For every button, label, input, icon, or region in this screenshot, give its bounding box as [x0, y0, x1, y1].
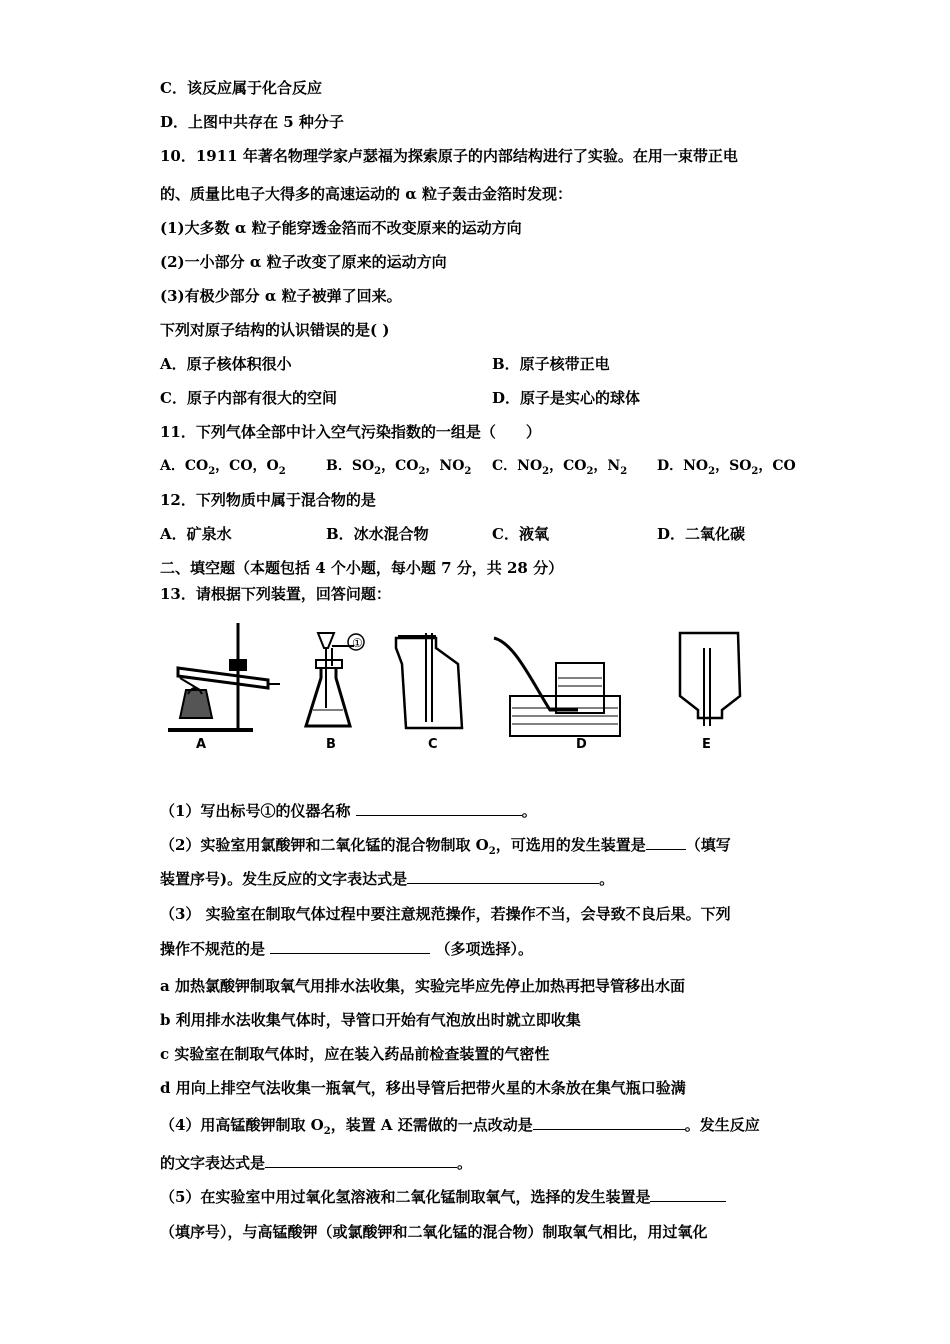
- q12-stem: 12．下列物质中属于混合物的是: [160, 491, 376, 509]
- figure-label-d: D: [576, 737, 587, 752]
- q11-stem: 11．下列气体全部中计入空气污染指数的一组是（ ）: [160, 423, 541, 441]
- q11-option-d: D．$NO_2$，$SO_2$，CO: [657, 458, 796, 477]
- q13-choice-d: d 用向上排空气法收集一瓶氧气，移出导管后把带火星的木条放在集气瓶口验满: [160, 1079, 686, 1097]
- q9-option-c: C．该反应属于化合反应: [160, 79, 322, 97]
- q13-part2-line1: （2）实验室用氯酸钾和二氧化锰的混合物制取 $O_2$，可选用的发生装置是 （填写: [160, 836, 731, 857]
- q10-option-b: B．原子核带正电: [492, 355, 610, 373]
- q13-part1-blank[interactable]: [356, 800, 522, 816]
- q11-option-c: C．$NO_2$，$CO_2$，$N_2$: [492, 458, 628, 477]
- q10-observation-2: (2)一小部分 α 粒子改变了原来的运动方向: [160, 253, 447, 271]
- figure-label-b: B: [326, 737, 336, 752]
- apparatus-figure: [158, 618, 758, 768]
- q13-part4-line2: 的文字表达式是 。: [160, 1154, 473, 1172]
- apparatus-d: [494, 638, 620, 736]
- q10-option-c: C．原子内部有很大的空间: [160, 389, 337, 407]
- q12-option-b: B．冰水混合物: [326, 525, 429, 543]
- q12-option-a: A．矿泉水: [160, 525, 232, 543]
- q13-stem: 13．请根据下列装置，回答问题：: [160, 585, 391, 603]
- q13-part2-blank2[interactable]: [407, 868, 599, 884]
- q12-option-c: C．液氧: [492, 525, 549, 543]
- q10-option-d: D．原子是实心的球体: [492, 389, 641, 407]
- figure-label-e: E: [702, 737, 711, 752]
- q13-part3-blank[interactable]: [270, 938, 430, 954]
- q13-part1: （1）写出标号①的仪器名称 。: [160, 802, 537, 820]
- q11-option-b: B．$SO_2$，$CO_2$，$NO_2$: [326, 458, 472, 477]
- q13-part4-line1: （4）用高锰酸钾制取 $O_2$，装置 A 还需做的一点改动是 。发生反应: [160, 1116, 760, 1137]
- q10-question: 下列对原子结构的认识错误的是( ): [160, 321, 390, 339]
- figure-label-c: C: [428, 737, 438, 752]
- q12-option-d: D．二氧化碳: [657, 525, 746, 543]
- apparatus-a: [168, 623, 280, 730]
- q13-part4-blank2[interactable]: [265, 1152, 457, 1168]
- q10-observation-3: (3)有极少部分 α 粒子被弹了回来。: [160, 287, 402, 305]
- q9-option-d: D．上图中共存在 5 种分子: [160, 113, 344, 131]
- q13-part5-line2: （填序号），与高锰酸钾（或氯酸钾和二氧化锰的混合物）制取氧气相比，用过氧化: [160, 1223, 708, 1241]
- q10-option-a: A．原子核体积很小: [160, 355, 292, 373]
- q10-observation-1: (1)大多数 α 粒子能穿透金箔而不改变原来的运动方向: [160, 219, 522, 237]
- q13-part5-blank[interactable]: [650, 1186, 726, 1202]
- q13-choice-b: b 利用排水法收集气体时，导管口开始有气泡放出时就立即收集: [160, 1011, 581, 1029]
- apparatus-c: [396, 633, 462, 728]
- q13-part3-line2: 操作不规范的是 （多项选择）。: [160, 940, 533, 958]
- q10-stem-line2: 的、质量比电子大得多的高速运动的 α 粒子轰击金箔时发现：: [160, 185, 572, 203]
- q10-stem-line1: 10．1911 年著名物理学家卢瑟福为探索原子的内部结构进行了实验。在用一束带正电: [160, 147, 738, 165]
- apparatus-e: [680, 633, 740, 726]
- q13-part2-blank1[interactable]: [646, 834, 686, 850]
- q13-part3-line1: （3） 实验室在制取气体过程中要注意规范操作，若操作不当，会导致不良后果。下列: [160, 905, 731, 923]
- q13-choice-a: a 加热氯酸钾制取氧气用排水法收集，实验完毕应先停止加热再把导管移出水面: [160, 977, 685, 995]
- q13-choice-c: c 实验室在制取气体时，应在装入药品前检查装置的气密性: [160, 1045, 550, 1063]
- q13-part5-line1: （5）在实验室中用过氧化氢溶液和二氧化锰制取氧气，选择的发生装置是: [160, 1186, 726, 1207]
- q11-option-a: A．$CO_2$，CO，$O_2$: [160, 458, 286, 477]
- q13-part2-line2: 装置序号)。发生反应的文字表达式是 。: [160, 870, 615, 888]
- figure-label-a: A: [196, 737, 207, 752]
- section-heading: 二、填空题（本题包括 4 个小题，每小题 7 分，共 28 分）: [160, 559, 564, 577]
- figure-marker-1: ①: [352, 636, 363, 650]
- q13-part4-blank1[interactable]: [533, 1114, 685, 1130]
